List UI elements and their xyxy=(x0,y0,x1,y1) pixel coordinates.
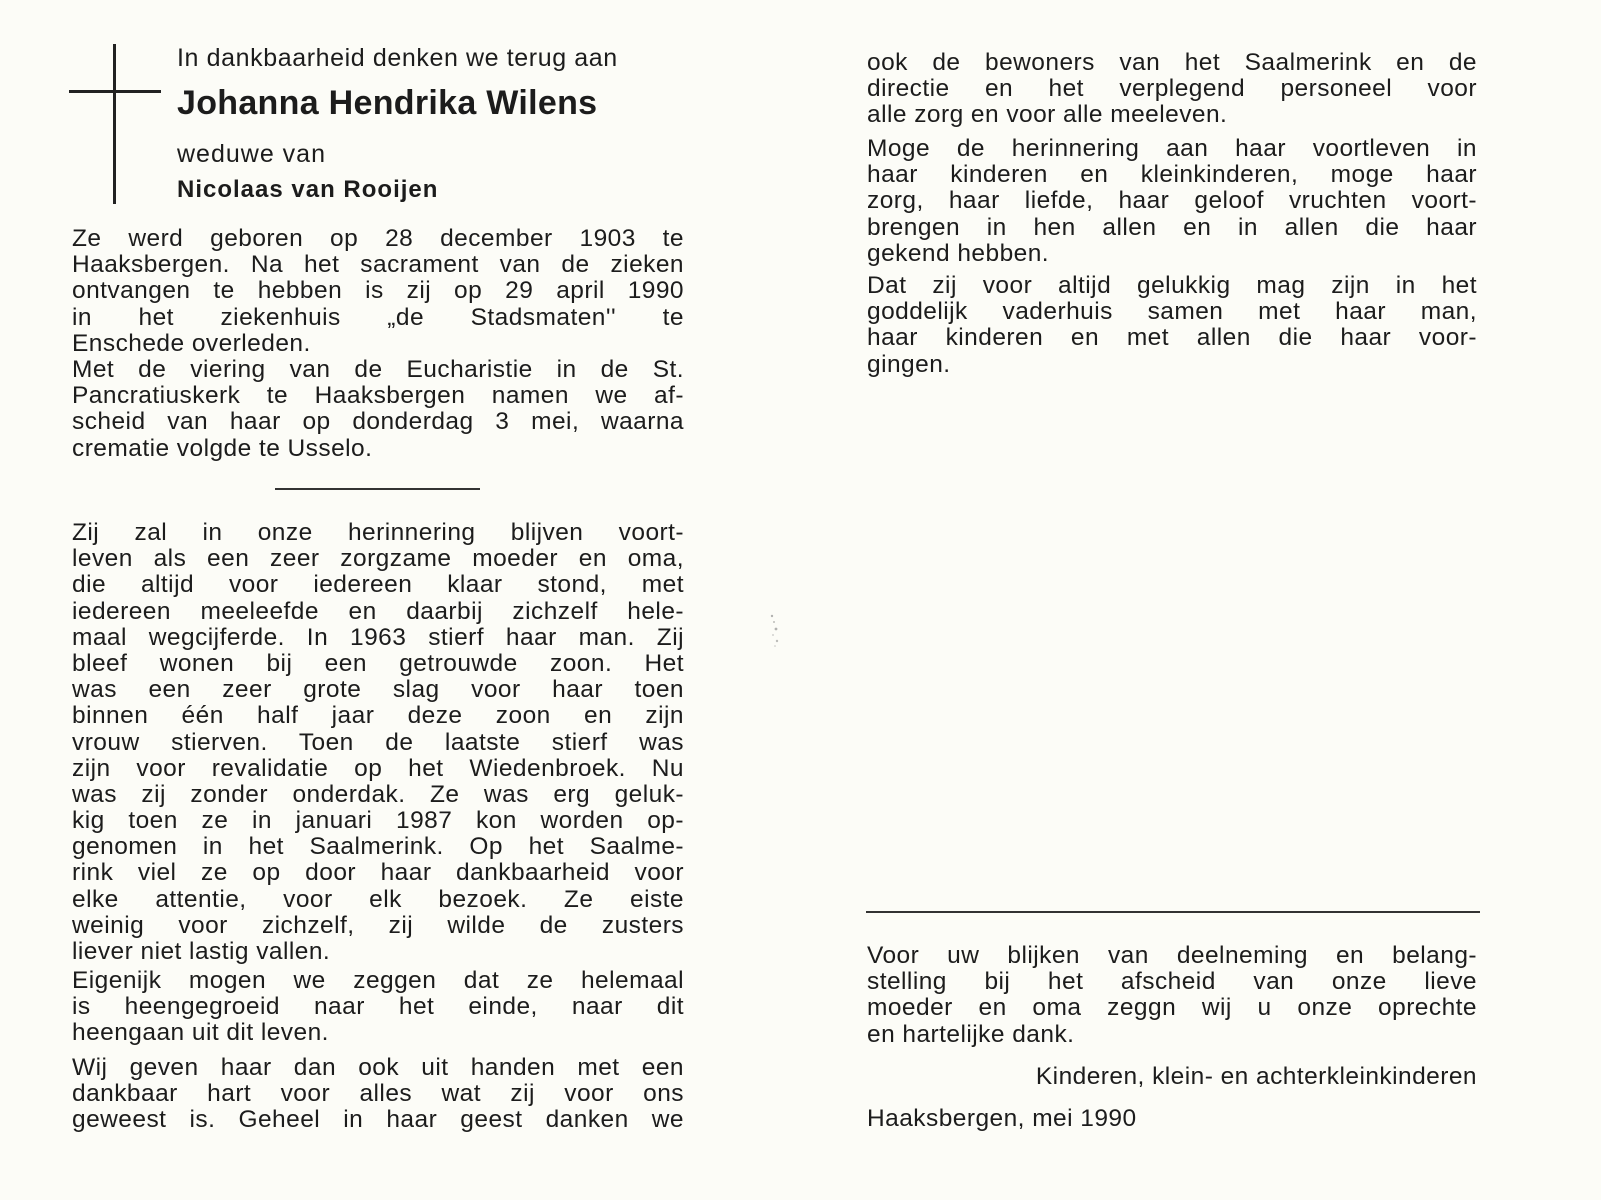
text-line: haar kinderen en kleinkinderen, moge haar xyxy=(867,161,1477,189)
text-line: moeder en oma zeggn wij u onze oprechte xyxy=(867,994,1477,1022)
text-line: zijn voor revalidatie op het Wiedenbroek. Nu xyxy=(72,754,684,782)
text-line: zorg, haar liefde, haar geloof vruchten voort- xyxy=(867,187,1477,215)
text-line: Enschede overleden. xyxy=(72,329,311,357)
section-divider xyxy=(866,911,1480,913)
hands-paragraph xyxy=(72,1055,684,1134)
funeral-paragraph xyxy=(72,357,684,462)
text-line: heengaan uit dit leven. xyxy=(72,1019,329,1047)
text-line: Haaksbergen. Na het sacrament van de zieken xyxy=(72,251,684,279)
text-line: gingen. xyxy=(867,350,951,378)
memory-paragraph xyxy=(72,520,684,965)
text-line: Eigenijk mogen we zeggen dat ze helemaal xyxy=(72,967,684,994)
birth-paragraph xyxy=(72,226,684,357)
text-line: brengen in hen allen en in allen die haar xyxy=(867,213,1477,241)
text-line: Wij geven haar dan ook uit handen met een xyxy=(72,1054,684,1081)
happy-paragraph xyxy=(867,273,1477,378)
paper-speck-icon xyxy=(768,613,782,649)
text-line: was zij zonder onderdak. Ze was erg geluk- xyxy=(72,780,684,808)
text-line: kig toen ze in januari 1987 kon worden op- xyxy=(72,807,684,835)
place-date-text: Haaksbergen, mei 1990 xyxy=(867,1105,1137,1132)
text-line: Pancratiuskerk te Haaksbergen namen we af- xyxy=(72,382,684,410)
widow-of-label: weduwe van xyxy=(177,140,326,168)
text-line: die altijd voor iedereen klaar stond, met xyxy=(72,571,684,599)
text-line: Zij zal in onze herinnering blijven voort- xyxy=(72,519,684,546)
text-line: weinig voor zichzelf, zij wilde de zusters xyxy=(72,911,684,939)
text-line: dankbaar hart voor alles wat zij voor ons xyxy=(72,1080,684,1108)
text-line: Met de viering van de Eucharistie in de St. xyxy=(72,356,684,383)
text-line: Ze werd geboren op 28 december 1903 te xyxy=(72,225,684,252)
text-line: stelling bij het afscheid van onze lieve xyxy=(867,968,1477,996)
intro-text: In dankbaarheid denken we terug aan xyxy=(177,44,618,72)
text-line: haar kinderen en met allen die haar voor- xyxy=(867,324,1477,352)
thanks-paragraph xyxy=(867,50,1477,129)
text-line: genomen in het Saalmerink. Op het Saalme- xyxy=(72,833,684,861)
text-line: goddelijk vaderhuis samen met haar man, xyxy=(867,298,1477,326)
text-line: ook de bewoners van het Saalmerink en de xyxy=(867,49,1477,76)
text-line: in het ziekenhuis „de Stadsmaten'' te xyxy=(72,303,684,331)
wish-paragraph xyxy=(867,136,1477,267)
husband-name: Nicolaas van Rooijen xyxy=(177,176,439,203)
acknowledgement-paragraph xyxy=(867,943,1477,1048)
grown-paragraph xyxy=(72,968,684,1047)
text-line: vrouw stierven. Toen de laatste stierf was xyxy=(72,728,684,756)
text-line: leven als een zeer zorgzame moeder en oma, xyxy=(72,545,684,573)
text-line: scheid van haar op donderdag 3 mei, waarna xyxy=(72,408,684,436)
text-line: Dat zij voor altijd gelukkig mag zijn in het xyxy=(867,272,1477,299)
text-line: maal wegcijferde. In 1963 stierf haar man. Zij xyxy=(72,623,684,651)
cross-icon xyxy=(113,44,116,204)
text-line: elke attentie, voor elk bezoek. Ze eiste xyxy=(72,885,684,913)
text-line: rink viel ze op door haar dankbaarheid voor xyxy=(72,859,684,887)
text-line: was een zeer grote slag voor haar toen xyxy=(72,676,684,704)
text-line: geweest is. Geheel in haar geest danken we xyxy=(72,1106,684,1134)
text-line: alle zorg en voor alle meeleven. xyxy=(867,101,1228,129)
text-line: en hartelijke dank. xyxy=(867,1020,1075,1048)
text-line: binnen één half jaar deze zoon en zijn xyxy=(72,702,684,730)
text-line: Moge de herinnering aan haar voortleven in xyxy=(867,135,1477,162)
signature-text: Kinderen, klein- en achterkleinkinderen xyxy=(1035,1063,1477,1090)
text-line: directie en het verplegend personeel voor xyxy=(867,75,1477,103)
text-line: Voor uw blijken van deelneming en belang- xyxy=(867,942,1477,969)
text-line: gekend hebben. xyxy=(867,239,1050,267)
text-line: is heengegroeid naar het einde, naar dit xyxy=(72,993,684,1021)
text-line: crematie volgde te Usselo. xyxy=(72,434,373,462)
section-divider xyxy=(275,488,480,490)
text-line: iedereen meeleefde en daarbij zichzelf hele- xyxy=(72,597,684,625)
signature-block xyxy=(867,1064,1477,1090)
cross-icon-bar xyxy=(69,90,161,93)
text-line: ontvangen te hebben is zij op 29 april 1990 xyxy=(72,277,684,305)
place-date-block xyxy=(867,1106,1477,1132)
text-line: liever niet lastig vallen. xyxy=(72,938,331,965)
text-line: bleef wonen bij een getrouwde zoon. Het xyxy=(72,649,684,677)
deceased-name: Johanna Hendrika Wilens xyxy=(177,84,598,122)
